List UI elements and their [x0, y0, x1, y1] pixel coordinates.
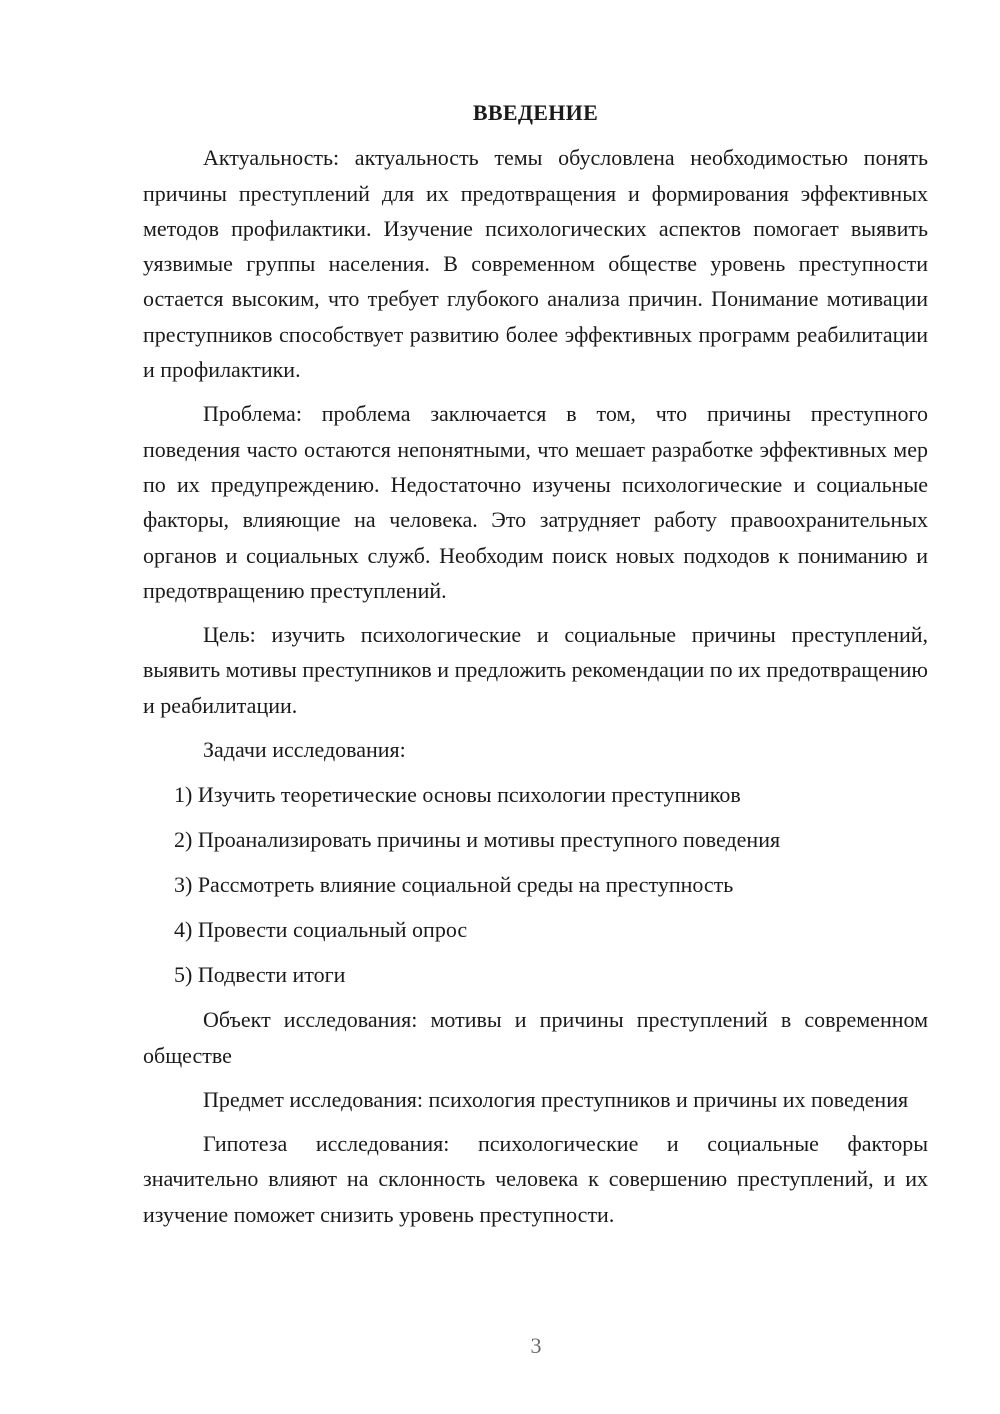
list-item: 5) Подвести итоги — [174, 962, 346, 988]
tasks-heading: Задачи исследования: — [203, 737, 406, 763]
list-item: 3) Рассмотреть влияние социальной среды на преступность — [174, 872, 734, 898]
problem-paragraph: Проблема: проблема заключается в том, что причины преступного поведения часто остаются непонятными, что мешает разработке эффективных мер по их предупреждению. Недостаточно изучены психологические и социальные факторы, влияющие на человека. Это затрудняет работу правоохранительных органов и социальных служб. Необходим поиск новых подходов к пониманию и предотвращению преступлений. — [143, 401, 928, 603]
page-title: ВВЕДЕНИЕ — [472, 100, 599, 125]
list-item: 2) Проанализировать причины и мотивы преступного поведения — [174, 827, 781, 853]
goal-paragraph: Цель: изучить психологические и социальные причины преступлений, выявить мотивы преступников и предложить рекомендации по их предотвращению и реабилитации. — [143, 622, 928, 718]
subject-paragraph: Предмет исследования: психология преступников и причины их поведения — [203, 1086, 909, 1112]
page-number: 3 — [530, 1333, 542, 1358]
page-content — [143, 95, 928, 1241]
list-item: 4) Провести социальный опрос — [174, 917, 468, 943]
tasks-list — [143, 777, 928, 992]
object-paragraph: Объект исследования: мотивы и причины преступлений в современном обществе — [143, 1007, 928, 1068]
relevance-paragraph: Актуальность: актуальность темы обусловлена необходимостью понять причины преступлений для их предотвращения и формирования эффективных методов профилактики. Изучение психологических аспектов помогает выявить уязвимые группы населения. В современном обществе уровень преступности остается высоким, что требует глубокого анализа причин. Понимание мотивации преступников способствует развитию более эффективных программ реабилитации и профилактики. — [143, 145, 928, 383]
list-item: 1) Изучить теоретические основы психологии преступников — [174, 782, 741, 808]
hypothesis-paragraph: Гипотеза исследования: психологические и социальные факторы значительно влияют на склонность человека к совершению преступлений, и их изучение поможет снизить уровень преступности. — [143, 1131, 928, 1227]
